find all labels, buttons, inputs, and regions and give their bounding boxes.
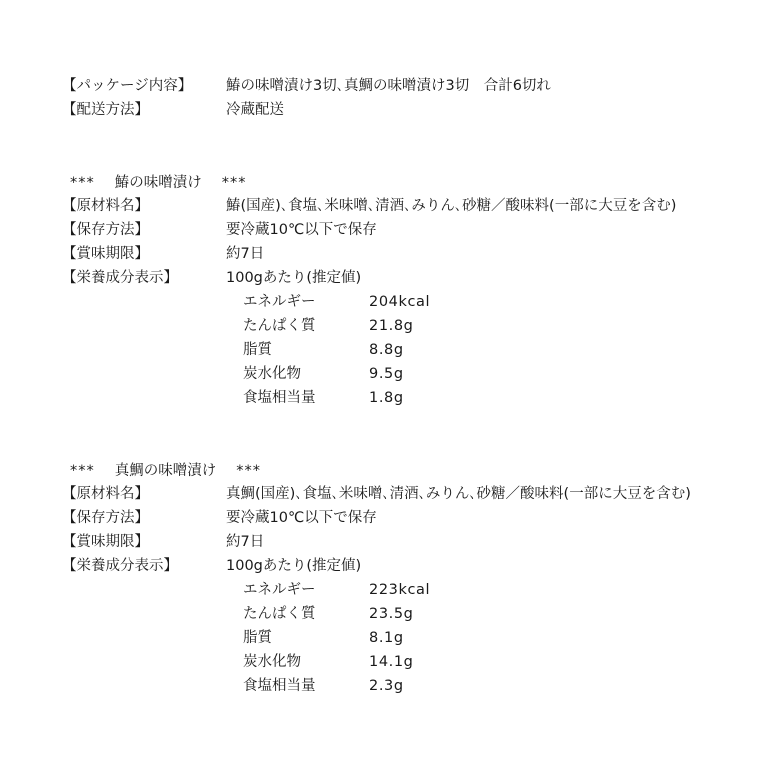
expiry-label: 【賞味期限】 [62, 246, 149, 262]
ingredients-value: 真鯛(国産)､食塩､米味噌､清酒､みりん､砂糖／酸味料(一部に大豆を含む) [226, 486, 691, 502]
storage-value: 要冷蔵10℃以下で保存 [226, 222, 377, 238]
expiry-value: 約7日 [226, 246, 265, 262]
expiry-value: 約7日 [226, 534, 265, 550]
nutrition-value: 1.8g [369, 390, 404, 406]
stars-right: *** [221, 175, 247, 191]
expiry-label: 【賞味期限】 [62, 534, 149, 550]
ingredients-value: 鰆(国産)､食塩､米味噌､清酒､みりん､砂糖／酸味料(一部に大豆を含む) [226, 198, 677, 214]
nutrition-name: たんぱく質 [243, 606, 316, 622]
delivery-value: 冷蔵配送 [226, 102, 284, 118]
nutrition-value: 14.1g [369, 654, 414, 670]
package-value: 鰆の味噌漬け3切､真鯛の味噌漬け3切 合計6切れ [226, 78, 551, 94]
nutrition-value: 2.3g [369, 678, 404, 694]
product-title [70, 173, 247, 193]
storage-value: 要冷蔵10℃以下で保存 [226, 510, 377, 526]
stars-left: *** [70, 463, 95, 479]
nutrition-value: 21.8g [369, 318, 414, 334]
delivery-label: 【配送方法】 [62, 102, 149, 118]
nutrition-value: 8.1g [369, 630, 404, 646]
storage-label: 【保存方法】 [62, 510, 149, 526]
nutrition-value: 8.8g [369, 342, 404, 358]
product-name: 鰆の味噌漬け [114, 175, 202, 191]
nutrition-name: 食塩相当量 [243, 678, 316, 694]
nutrition-name: 脂質 [243, 630, 272, 646]
stars-right: *** [236, 463, 261, 479]
nutrition-name: エネルギー [243, 294, 316, 310]
stars-left: *** [70, 175, 95, 191]
nutrition-name: 炭水化物 [243, 366, 301, 382]
nutrition-name: 食塩相当量 [243, 390, 316, 406]
nutrition-basis: 100gあたり(推定値) [226, 270, 362, 286]
nutrition-name: 脂質 [243, 342, 272, 358]
nutrition-label: 【栄養成分表示】 [62, 270, 178, 286]
nutrition-name: 炭水化物 [243, 654, 301, 670]
nutrition-label: 【栄養成分表示】 [62, 558, 178, 574]
nutrition-value: 204kcal [369, 294, 431, 310]
nutrition-name: エネルギー [243, 582, 316, 598]
nutrition-name: たんぱく質 [243, 318, 316, 334]
ingredients-label: 【原材料名】 [62, 486, 149, 502]
nutrition-value: 23.5g [369, 606, 414, 622]
storage-label: 【保存方法】 [62, 222, 149, 238]
product-title [70, 461, 261, 481]
package-label: 【パッケージ内容】 [62, 78, 193, 94]
ingredients-label: 【原材料名】 [62, 198, 149, 214]
nutrition-basis: 100gあたり(推定値) [226, 558, 362, 574]
product-name: 真鯛の味噌漬け [114, 463, 217, 479]
nutrition-value: 9.5g [369, 366, 404, 382]
nutrition-value: 223kcal [369, 582, 431, 598]
